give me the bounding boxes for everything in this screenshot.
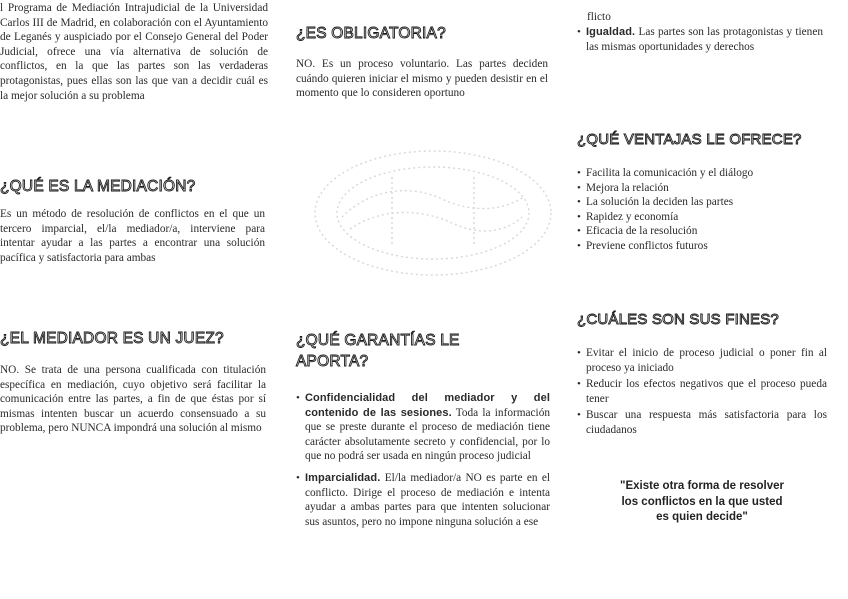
list-item: • La solución la deciden las partes bbox=[577, 195, 827, 210]
list-item bbox=[577, 25, 823, 54]
imparcialidad-text: El/la mediador/a NO es parte en el conflicto. Dirige el proceso de mediación e intenta ayudar a ambas partes para que intenten solucionar sus asuntos, pero no impone ninguna solución a ese bbox=[305, 471, 550, 528]
garantias-list bbox=[296, 391, 550, 529]
list-item: • Evitar el inicio de proceso judicial o poner fin al proceso ya iniciado bbox=[577, 346, 827, 375]
igualdad-list bbox=[577, 25, 823, 54]
intro-paragraph: l Programa de Mediación Intrajudicial de la Universidad Carlos III de Madrid, en colaboración con el Ayuntamiento de Leganés y auspiciado por el Consejo General del Poder Judicial, ofrece una vía alternativa de solución de conflictos, en la que las partes son las verdaderas protagonistas, pues ellas son las que van a decidir cuál es la mejor solución a su problema bbox=[0, 2, 268, 102]
heading-que-garantias-line2: APORTA? bbox=[296, 353, 369, 370]
heading-cuales-son-sus-fines: ¿CUÁLES SON SUS FINES? bbox=[577, 311, 779, 328]
list-item: • Reducir los efectos negativos que el proceso pueda tener bbox=[577, 377, 827, 406]
juez-paragraph: NO. Se trata de una persona cualificada con titulación específica en mediación, cuyo objetivo será facilitar la comunicación entre las partes, a fin de que éstas por sí mismas intenten buscar un acuerdo consensuado a su problema, pero NUNCA impondrá una solución al mismo bbox=[0, 364, 266, 435]
list-item: • Eficacia de la resolución bbox=[577, 224, 827, 239]
confidencialidad-text: Toda la información que se preste durante el proceso de mediación tiene carácter absolutamente secreto y confidencial, por lo que no podrá ser usada en ningún proceso judicial bbox=[305, 406, 550, 463]
closing-quote bbox=[585, 479, 819, 526]
list-item: • Facilita la comunicación y el diálogo bbox=[577, 166, 827, 181]
list-item: • Rapidez y economía bbox=[577, 210, 827, 225]
quote-line-3: es quien decide" bbox=[656, 511, 748, 523]
fines-list bbox=[577, 346, 827, 438]
heading-que-garantias-line1: ¿QUÉ GARANTÍAS LE bbox=[296, 332, 460, 349]
heading-que-ventajas: ¿QUÉ VENTAJAS LE OFRECE? bbox=[577, 131, 802, 148]
confidencialidad-title: Confidencialidad del mediador y del contenido de las sesiones. bbox=[305, 392, 550, 419]
obligatoria-paragraph: NO. Es un proceso voluntario. Las partes deciden cuándo quieren iniciar el mismo y pueden desistir en el momento que lo consideren oportuno bbox=[296, 58, 548, 100]
list-item bbox=[296, 471, 550, 529]
handshake-seal-icon bbox=[302, 147, 564, 297]
list-item: • Previene conflictos futuros bbox=[577, 239, 827, 254]
igualdad-text: Las partes son las protagonistas y tienen las mismas oportunidades y derechos bbox=[586, 26, 823, 53]
continuation-text: flicto bbox=[587, 11, 611, 23]
imparcialidad-title: Imparcialidad. bbox=[305, 471, 381, 484]
list-item: • Mejora la relación bbox=[577, 181, 827, 196]
heading-que-es-la-mediacion: ¿QUÉ ES LA MEDIACIÓN? bbox=[0, 178, 196, 195]
list-item bbox=[296, 391, 550, 464]
list-item: • Buscar una respuesta más satisfactoria para los ciudadanos bbox=[577, 408, 827, 437]
quote-line-2: los conflictos en la que usted bbox=[621, 495, 783, 508]
heading-el-mediador-es-un-juez: ¿EL MEDIADOR ES UN JUEZ? bbox=[0, 330, 224, 347]
heading-es-obligatoria: ¿ES OBLIGATORIA? bbox=[296, 25, 446, 42]
mediacion-paragraph: Es un método de resolución de conflictos en el que un tercero imparcial, el/la mediador/a, interviene para intentar ayudar a las partes a encontrar una solución pacífica y satisfactoria para ambas bbox=[0, 208, 265, 264]
quote-line-1: "Existe otra forma de resolver bbox=[620, 480, 784, 492]
ventajas-list bbox=[577, 166, 827, 254]
igualdad-title: Igualdad. bbox=[586, 26, 636, 38]
